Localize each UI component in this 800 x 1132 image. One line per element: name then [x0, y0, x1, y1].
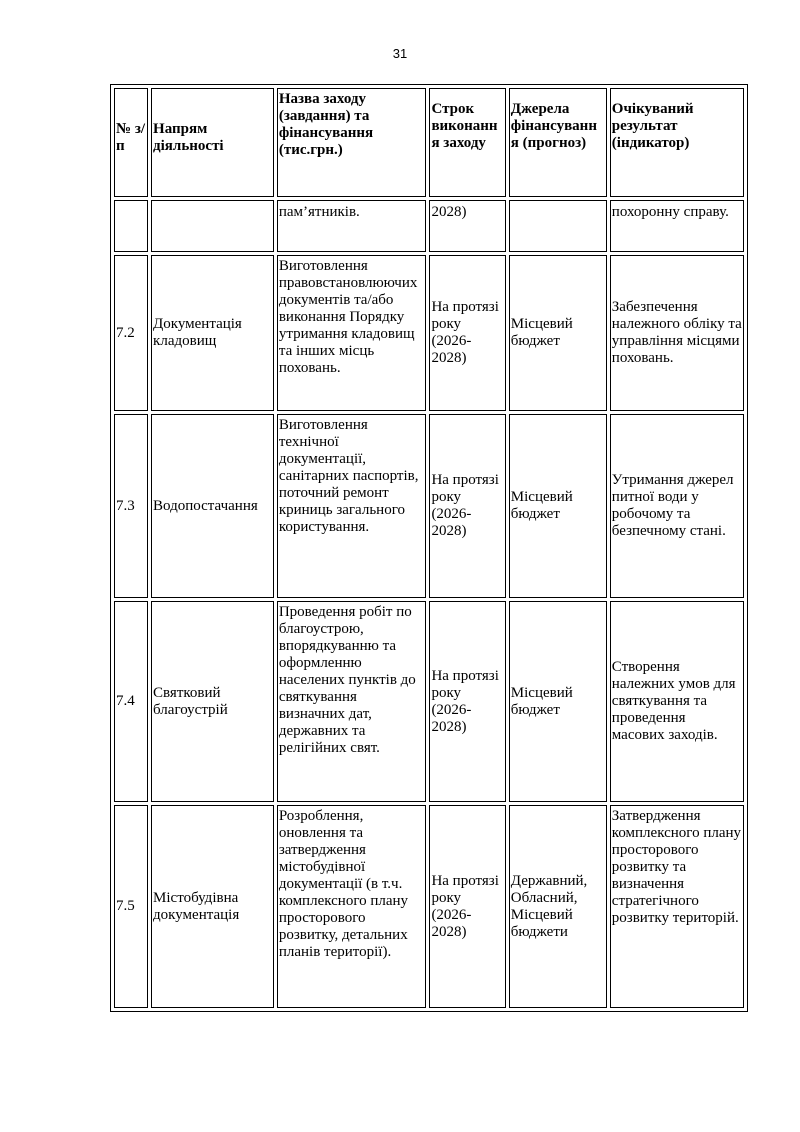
- cell-result: Затвердження комплексного плану просторового розвитку та визначення стратегічного розвитку територій.: [610, 805, 744, 1008]
- cell-term: 2028): [429, 200, 505, 252]
- cell-term: На протязі року (2026-2028): [429, 414, 505, 598]
- table-row: [114, 200, 744, 252]
- table-row: [114, 255, 744, 411]
- cell-result: Утримання джерел питної води у робочому та безпечному стані.: [610, 414, 744, 598]
- header-sources: Джерела фінансування (прогноз): [509, 88, 607, 197]
- cell-measure: пам’ятників.: [277, 200, 427, 252]
- cell-direction: Документація кладовищ: [151, 255, 274, 411]
- header-measure: Назва заходу (завдання) та фінансування (тис.грн.): [277, 88, 427, 197]
- cell-result: Забезпечення належного обліку та управління місцями поховань.: [610, 255, 744, 411]
- cell-number: [114, 200, 148, 252]
- header-direction: Напрям діяльності: [151, 88, 274, 197]
- cell-direction: Святковий благоустрій: [151, 601, 274, 802]
- cell-term: На протязі року (2026-2028): [429, 255, 505, 411]
- cell-sources: [509, 200, 607, 252]
- cell-number: 7.5: [114, 805, 148, 1008]
- cell-direction: Водопостачання: [151, 414, 274, 598]
- page-number: 31: [392, 46, 408, 61]
- cell-measure: Виготовлення правовстановлюючих документів та/або виконання Порядку утримання кладовищ та інших місць поховань.: [277, 255, 427, 411]
- table-row: [114, 601, 744, 802]
- header-result: Очікуваний результат (індикатор): [610, 88, 744, 197]
- table-header-row: [114, 88, 744, 197]
- header-number: № з/п: [114, 88, 148, 197]
- table-row: [114, 414, 744, 598]
- action-plan-table: [110, 84, 748, 1012]
- cell-result: Створення належних умов для святкування та проведення масових заходів.: [610, 601, 744, 802]
- cell-number: 7.2: [114, 255, 148, 411]
- cell-sources: Місцевий бюджет: [509, 414, 607, 598]
- cell-result: похоронну справу.: [610, 200, 744, 252]
- cell-term: На протязі року (2026-2028): [429, 601, 505, 802]
- cell-direction: [151, 200, 274, 252]
- cell-number: 7.4: [114, 601, 148, 802]
- cell-measure: Виготовлення технічної документації, санітарних паспортів, поточний ремонт криниць загального користування.: [277, 414, 427, 598]
- cell-sources: Місцевий бюджет: [509, 255, 607, 411]
- cell-measure: Розроблення, оновлення та затвердження містобудівної документації (в т.ч. комплексного плану просторового розвитку, детальних планів території).: [277, 805, 427, 1008]
- header-term: Строк виконання заходу: [429, 88, 505, 197]
- cell-term: На протязі року (2026-2028): [429, 805, 505, 1008]
- table-row: [114, 805, 744, 1008]
- cell-sources: Місцевий бюджет: [509, 601, 607, 802]
- cell-sources: Державний, Обласний, Місцевий бюджети: [509, 805, 607, 1008]
- cell-measure: Проведення робіт по благоустрою, впорядкуванню та оформленню населених пунктів до святкування визначних дат, державних та релігійних свят.: [277, 601, 427, 802]
- cell-number: 7.3: [114, 414, 148, 598]
- cell-direction: Містобудівна документація: [151, 805, 274, 1008]
